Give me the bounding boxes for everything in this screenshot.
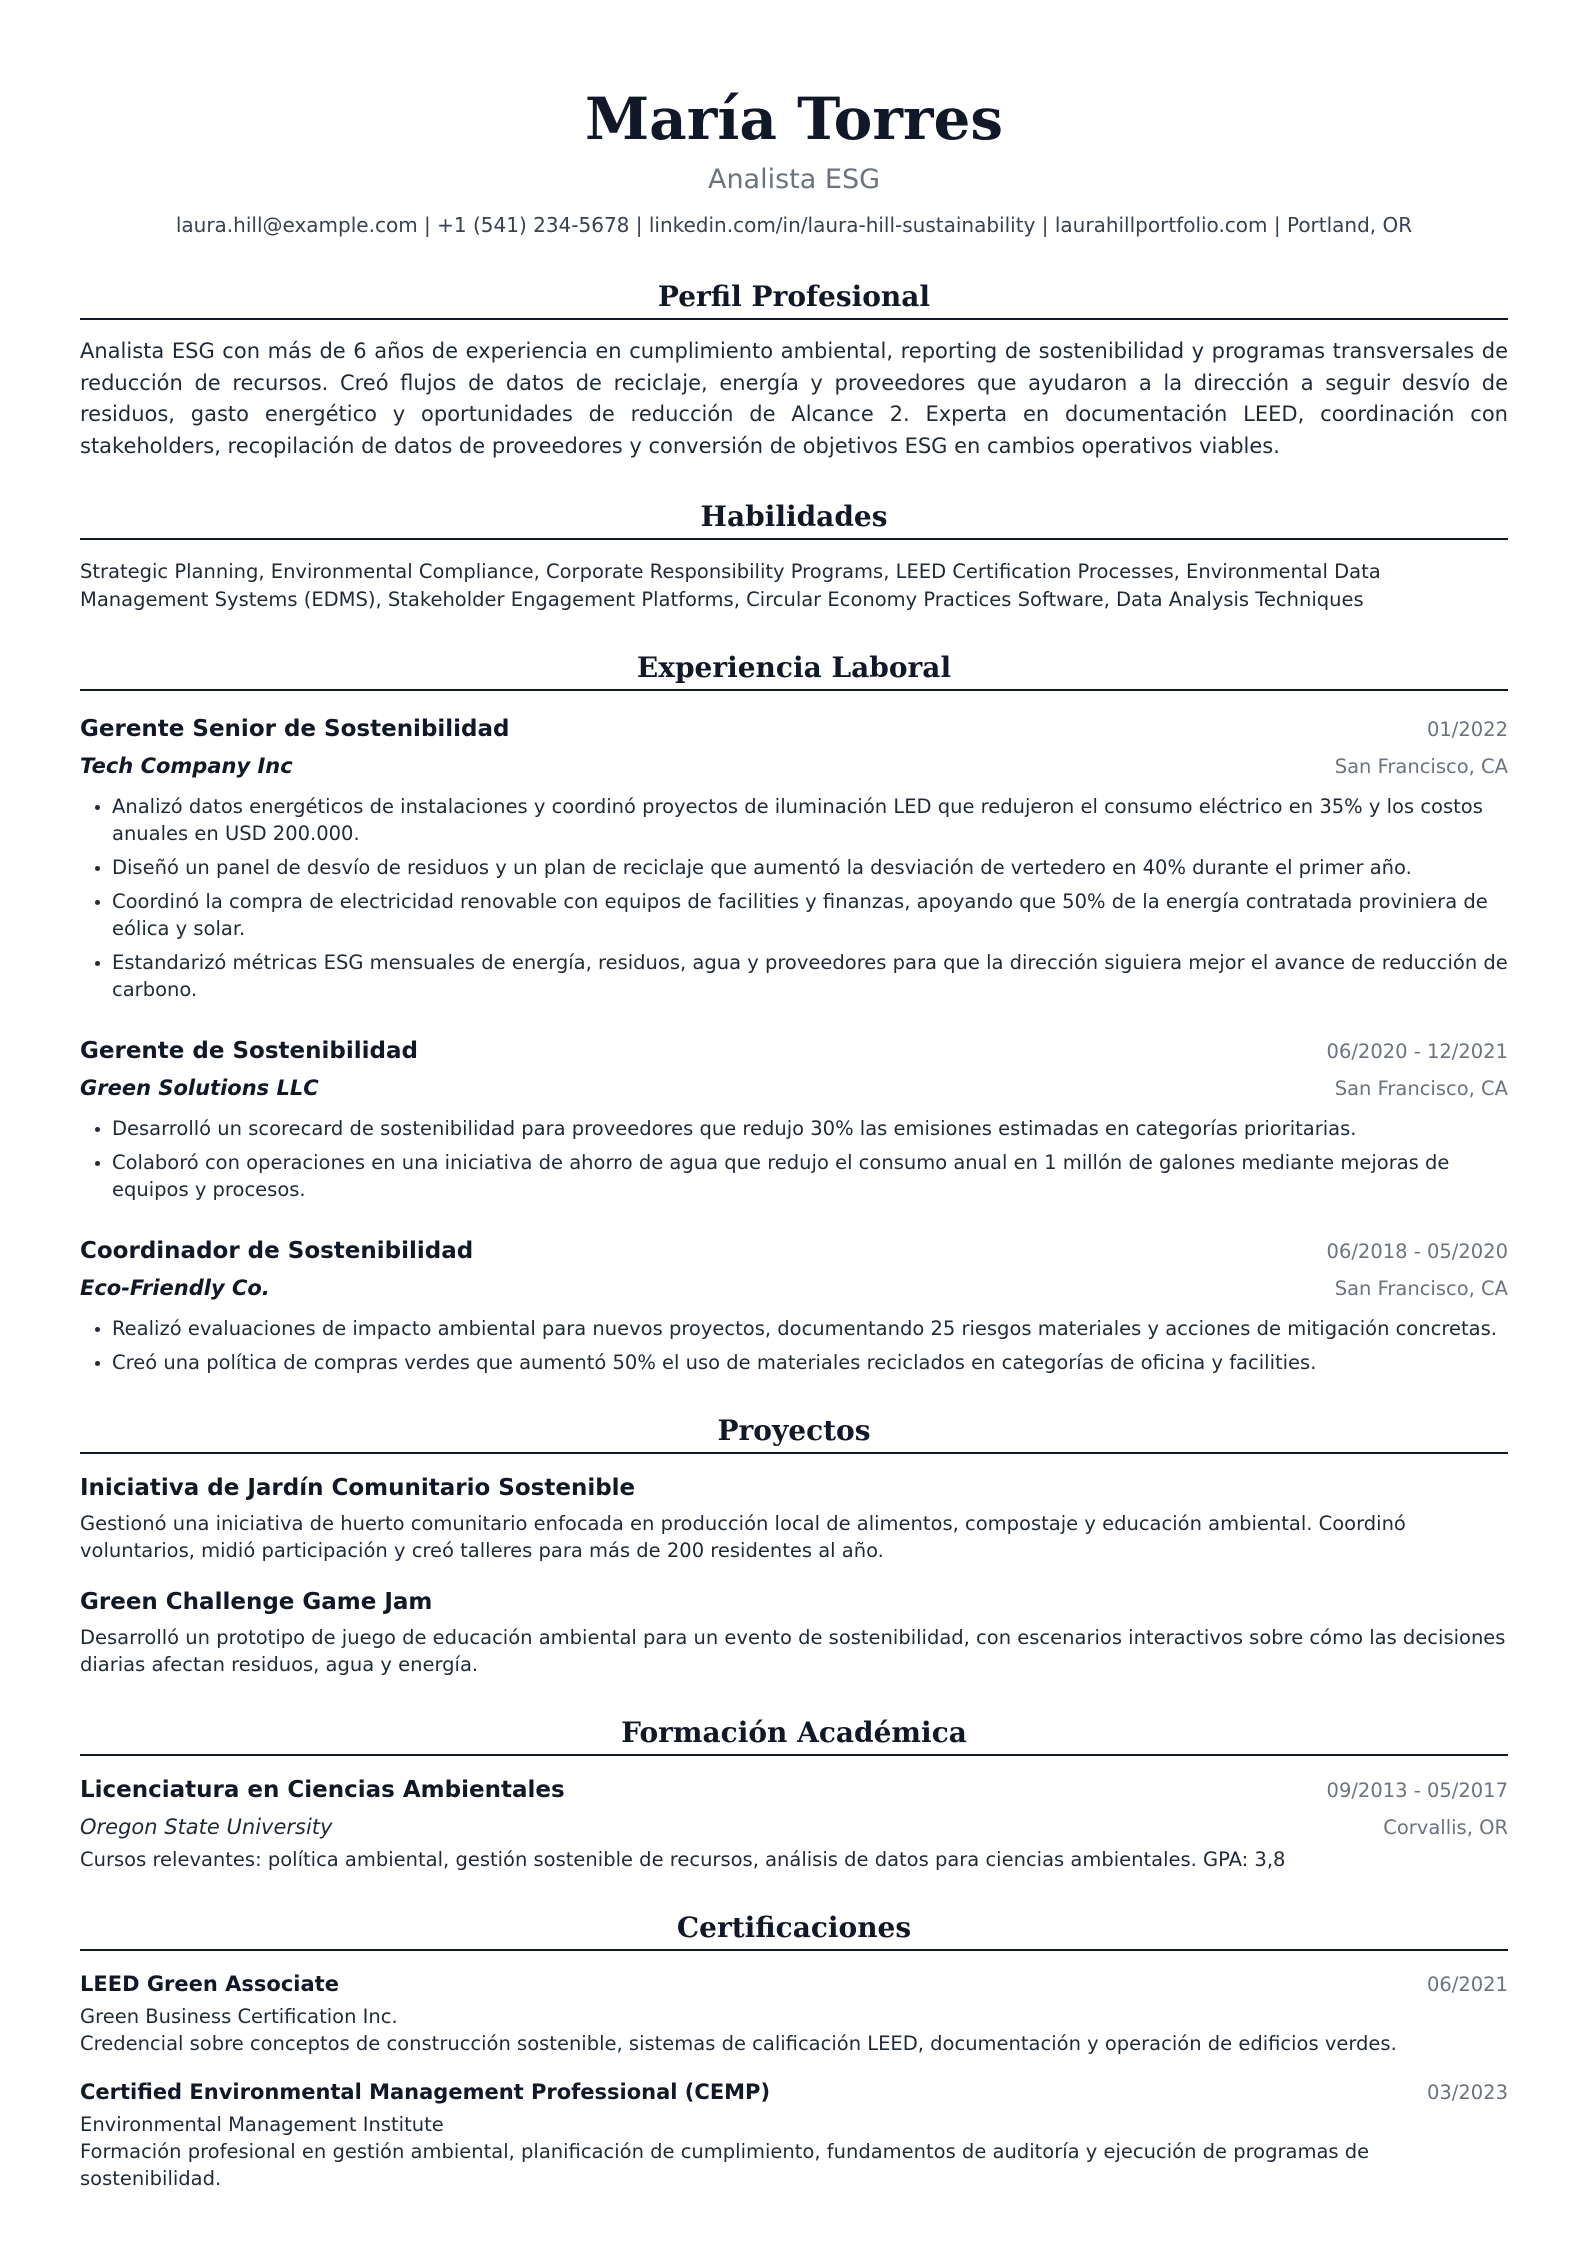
job-date: 06/2018 - 05/2020 <box>1326 1240 1508 1263</box>
projects-section <box>80 1412 1508 1678</box>
education-courses: Cursos relevantes: política ambiental, gestión sostenible de recursos, análisis de datos para ciencias ambientales. GPA: 3,8 <box>80 1848 1286 1871</box>
job-company: Eco-Friendly Co. <box>80 1276 270 1300</box>
job-entry <box>80 1233 1508 1376</box>
job-bullet: Coordinó la compra de electricidad renovable con equipos de facilities y finanzas, apoyando que 50% de la energía contratada proviniera de eólica y solar. <box>80 888 1508 942</box>
job-header <box>80 711 1508 748</box>
project-entry <box>80 1584 1508 1678</box>
job-header <box>80 1233 1508 1270</box>
certification-header <box>80 1967 1508 2003</box>
section-title-profile: Perfil Profesional <box>80 278 1508 320</box>
job-subheader <box>80 748 1508 785</box>
certification-issuer: Environmental Management Institute <box>80 2113 444 2136</box>
job-bullet: Diseñó un panel de desvío de residuos y un plan de reciclaje que aumentó la desviación de vertedero en 40% durante el primer año. <box>80 854 1508 881</box>
school-location: Corvallis, OR <box>1383 1816 1508 1839</box>
profile-section <box>80 278 1508 462</box>
job-header <box>80 1033 1508 1070</box>
project-title: Iniciativa de Jardín Comunitario Sostenible <box>80 1475 636 1501</box>
job-title: Gerente de Sostenibilidad <box>80 1038 418 1064</box>
project-title: Green Challenge Game Jam <box>80 1589 433 1615</box>
job-location: San Francisco, CA <box>1334 755 1508 778</box>
job-entry <box>80 1033 1508 1203</box>
job-company: Tech Company Inc <box>80 754 293 778</box>
job-subheader <box>80 1270 1508 1307</box>
school-name: Oregon State University <box>80 1815 333 1839</box>
job-entry <box>80 711 1508 1003</box>
certifications-section <box>80 1909 1508 2192</box>
skills-section <box>80 498 1508 613</box>
certification-entry <box>80 2075 1508 2192</box>
job-title: Gerente Senior de Sostenibilidad <box>80 716 510 742</box>
section-title-experience: Experiencia Laboral <box>80 649 1508 691</box>
certification-header <box>80 2075 1508 2111</box>
section-title-education: Formación Académica <box>80 1714 1508 1756</box>
job-bullet: Realizó evaluaciones de impacto ambiental para nuevos proyectos, documentando 25 riesgos materiales y acciones de mitigación concretas. <box>80 1315 1508 1342</box>
experience-section <box>80 649 1508 1376</box>
job-subheader <box>80 1070 1508 1107</box>
education-entry <box>80 1772 1508 1873</box>
project-description: Gestionó una iniciativa de huerto comunitario enfocada en producción local de alimentos, compostaje y educación ambiental. Coordinó voluntarios, midió participación y creó talleres para más de 200 residentes al año. <box>80 1512 1406 1562</box>
section-title-skills: Habilidades <box>80 498 1508 540</box>
education-header <box>80 1772 1508 1809</box>
job-bullets <box>80 793 1508 1003</box>
job-bullets <box>80 1315 1508 1376</box>
profile-summary: Analista ESG con más de 6 años de experiencia en cumplimiento ambiental, reporting de sostenibilidad y programas transversales de reducción de recursos. Creó flujos de datos de reciclaje, energía y proveedores que ayudaron a la dirección a seguir desvío de residuos, gasto energético y oportunidades de reducción de Alcance 2. Experta en documentación LEED, coordinación con stakeholders, recopilación de datos de proveedores y conversión de objetivos ESG en cambios operativos viables. <box>80 339 1508 458</box>
resume-header <box>80 80 1508 240</box>
job-bullet: Colaboró con operaciones en una iniciativa de ahorro de agua que redujo el consumo anual en 1 millón de galones mediante mejoras de equipos y procesos. <box>80 1149 1508 1203</box>
certification-date: 06/2021 <box>1426 1973 1508 1996</box>
project-description: Desarrolló un prototipo de juego de educación ambiental para un evento de sostenibilidad, con escenarios interactivos sobre cómo las decisiones diarias afectan residuos, agua y energía. <box>80 1626 1506 1676</box>
job-bullet: Creó una política de compras verdes que aumentó 50% el uso de materiales reciclados en categorías de oficina y facilities. <box>80 1349 1508 1376</box>
certification-title: LEED Green Associate <box>80 1972 339 1996</box>
certification-title: Certified Environmental Management Professional (CEMP) <box>80 2080 771 2104</box>
job-date: 06/2020 - 12/2021 <box>1326 1040 1508 1063</box>
certification-description: Formación profesional en gestión ambiental, planificación de cumplimiento, fundamentos de auditoría y ejecución de programas de sostenibilidad. <box>80 2140 1370 2190</box>
education-section <box>80 1714 1508 1873</box>
job-date: 01/2022 <box>1426 718 1508 741</box>
section-title-certifications: Certificaciones <box>80 1909 1508 1951</box>
certification-description: Credencial sobre conceptos de construcción sostenible, sistemas de calificación LEED, documentación y operación de edificios verdes. <box>80 2032 1397 2055</box>
skills-list: Strategic Planning, Environmental Compliance, Corporate Responsibility Programs, LEED Certification Processes, Environmental Data Management Systems (EDMS), Stakeholder Engagement Platforms, Circular Economy Practices Software, Data Analysis Techniques <box>80 560 1381 611</box>
job-location: San Francisco, CA <box>1334 1277 1508 1300</box>
degree-title: Licenciatura en Ciencias Ambientales <box>80 1777 565 1803</box>
section-title-projects: Proyectos <box>80 1412 1508 1454</box>
job-bullets <box>80 1115 1508 1203</box>
certification-issuer: Green Business Certification Inc. <box>80 2005 398 2028</box>
job-bullet: Desarrolló un scorecard de sostenibilidad para proveedores que redujo 30% las emisiones estimadas en categorías prioritarias. <box>80 1115 1508 1142</box>
education-date: 09/2013 - 05/2017 <box>1326 1779 1508 1802</box>
certification-entry <box>80 1967 1508 2057</box>
job-location: San Francisco, CA <box>1334 1077 1508 1100</box>
certification-date: 03/2023 <box>1426 2081 1508 2104</box>
contact-line: laura.hill@example.com | +1 (541) 234-5678 | linkedin.com/in/laura-hill-sustainability | laurahillportfolio.com | Portland, OR <box>175 213 1413 237</box>
project-entry <box>80 1470 1508 1564</box>
candidate-name: María Torres <box>584 85 1003 153</box>
job-title: Coordinador de Sostenibilidad <box>80 1238 474 1264</box>
candidate-title: Analista ESG <box>707 164 881 195</box>
job-bullet: Analizó datos energéticos de instalaciones y coordinó proyectos de iluminación LED que redujeron el consumo eléctrico en 35% y los costos anuales en USD 200.000. <box>80 793 1508 847</box>
education-subheader <box>80 1809 1508 1846</box>
job-company: Green Solutions LLC <box>80 1076 319 1100</box>
job-bullet: Estandarizó métricas ESG mensuales de energía, residuos, agua y proveedores para que la dirección siguiera mejor el avance de reducción de carbono. <box>80 949 1508 1003</box>
